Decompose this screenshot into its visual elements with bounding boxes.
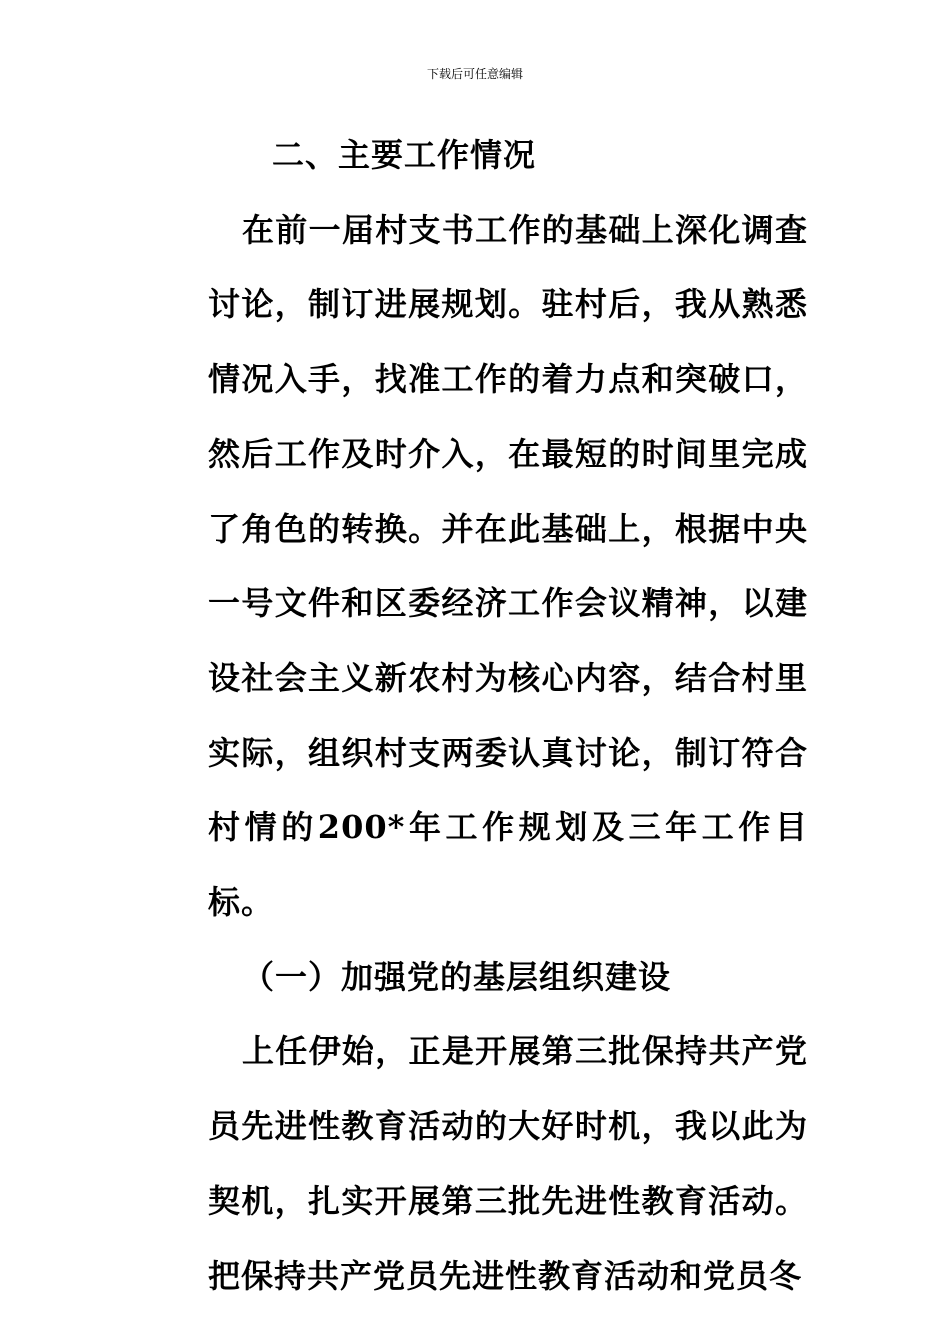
subheading-party-building: （一）加强党的基层组织建设 bbox=[242, 957, 672, 996]
header-note: 下载后可任意编辑 bbox=[426, 67, 523, 81]
document-body bbox=[208, 118, 808, 1313]
paragraph-education-activity: 上任伊始，正是开展第三批保持共产党员先进性教育活动的大好时机，我以此为契机，扎实开展第三批先进性教育活动。把保持共产党员先进性教育活动和党员冬 bbox=[208, 1032, 808, 1295]
paragraph-work-planning: 在前一届村支书工作的基础上深化调查讨论，制订进展规划。驻村后，我从熟悉情况入手，找准工作的着力点和突破口，然后工作及时介入，在最短的时间里完成了角色的转换。并在此基础上，根据中央一号文件和区委经济工作会议精神，以建设社会主义新农村为核心内容，结合村里实际，组织村支两委认真讨论，制订符合村情的200*年工作规划及三年工作目标。 bbox=[208, 210, 808, 922]
section-heading: 二、主要工作情况 bbox=[272, 136, 537, 174]
